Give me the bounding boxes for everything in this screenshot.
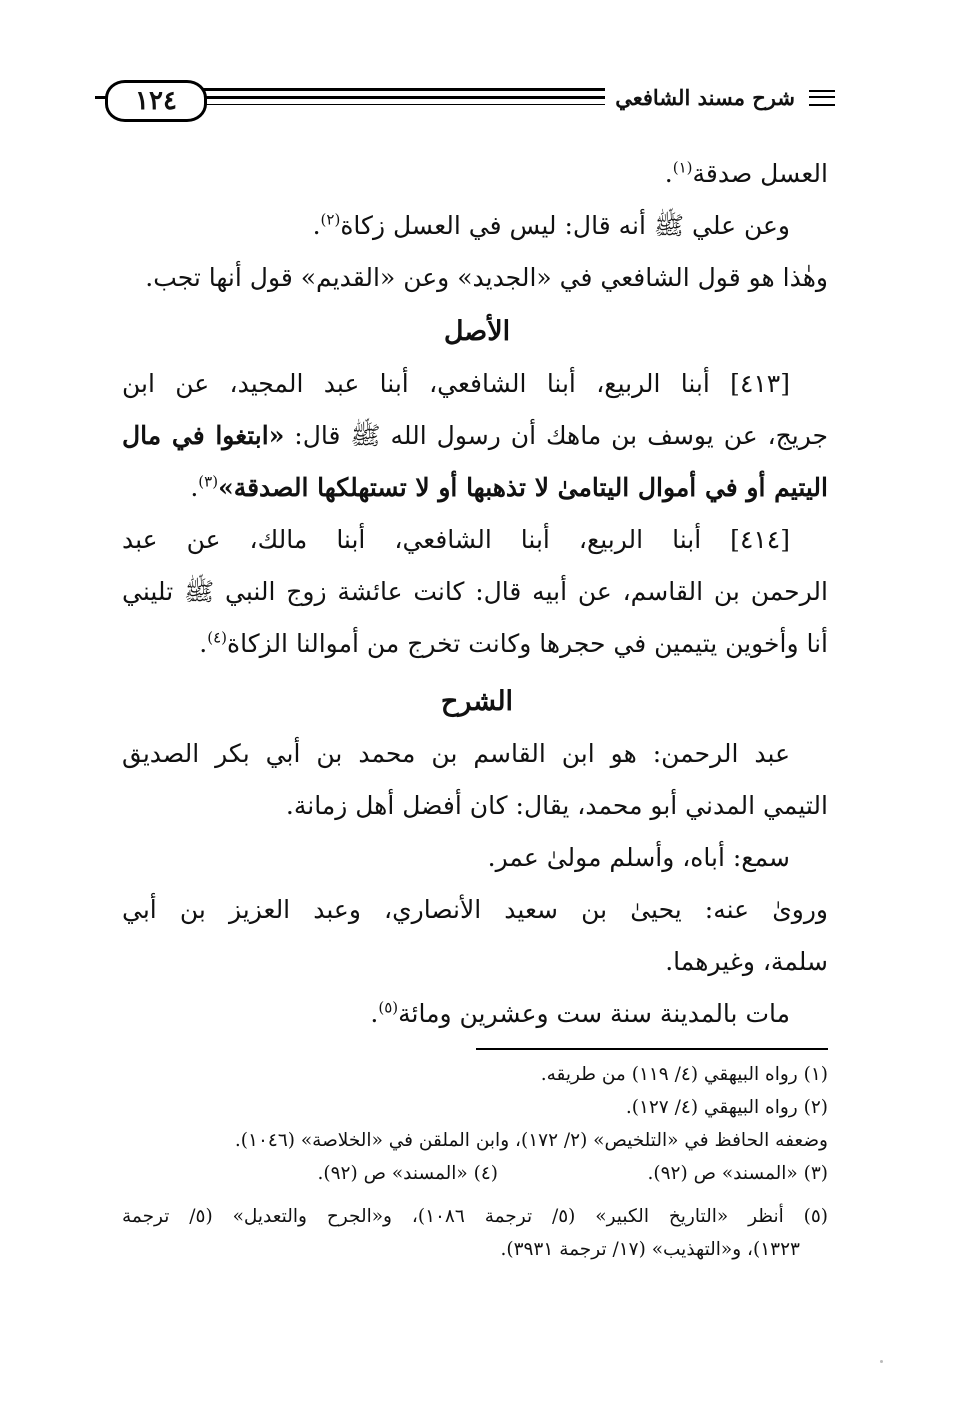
section-heading-sharh: الشرح	[440, 686, 514, 717]
footnote-ref: (٣)	[198, 472, 219, 491]
text-line: سلمة، وغيرهما.	[665, 947, 828, 976]
footnote-ref: (٤)	[207, 628, 228, 647]
footnote-ref: (٥)	[378, 998, 399, 1017]
text-line: عبد الرحمن: هو ابن القاسم بن محمد بن أبي بكر الصديق	[122, 739, 790, 768]
footnote-ref: (١)	[672, 158, 693, 177]
text-line: العسل صدقة$^{(١)}$.	[664, 158, 828, 188]
footnote-1: (١) رواه البيهقي (٤/ ١١٩) من طريقه.	[540, 1064, 828, 1085]
footnote-2: (٢) رواه البيهقي (٤/ ١٢٧).	[625, 1097, 828, 1118]
text-line: مات بالمدينة سنة ست وعشرين ومائة$^{(٥)}$.	[370, 998, 790, 1028]
book-title: شرح مسند الشافعي	[609, 82, 801, 114]
footnote-4: (٤) «المسند» ص (٩٢).	[317, 1163, 498, 1184]
header-rule-top	[195, 88, 605, 91]
page-header	[95, 74, 835, 124]
text-line: وعن علي ﷺ أنه قال: ليس في العسل زكاة$^{(٢)}$.	[312, 210, 790, 240]
footnote-ref: (٢)	[320, 210, 341, 229]
footnote-2-continued: وضعفه الحافظ في «التلخيص» (٢/ ١٧٢)، وابن الملقن في «الخلاصة» (١٠٤٦).	[234, 1130, 828, 1151]
text-line: أنا وأخوين يتيمين في حجرها وكانت تخرج من أموالنا الزكاة$^{(٤)}$.	[199, 628, 828, 658]
text-line: جريج، عن يوسف بن ماهك أن رسول الله ﷺ قال: «ابتغوا في مال	[122, 421, 828, 450]
footnote-3: (٣) «المسند» ص (٩٢).	[647, 1163, 828, 1184]
text-line: التيمي المدني أبو محمد، يقال: كان أفضل أهل زمانة.	[285, 791, 828, 820]
text-line: وروىٰ عنه: يحيىٰ بن سعيد الأنصاري، وعبد العزيز بن أبي	[122, 895, 828, 924]
text-line: الرحمن بن القاسم، عن أبيه قال: كانت عائشة زوج النبي ﷺ تليني	[122, 577, 828, 606]
footnote-5-continued: ١٣٢٣)، و«التهذيب» (١٧/ ترجمة ٣٩٣١).	[500, 1239, 800, 1260]
header-rule-middle	[195, 96, 605, 99]
footnote-3-4	[122, 1157, 828, 1190]
footnote-separator	[476, 1048, 828, 1050]
footnote-5: (٥) أنظر «التاريخ الكبير» (٥/ ترجمة ١٠٨٦)، و«الجرح والتعديل» (٥/ ترجمة	[122, 1206, 828, 1227]
header-rule-bottom	[195, 104, 605, 105]
text-line: سمع: أباه، وأسلم مولىٰ عمر.	[487, 843, 790, 872]
text-line: [٤١٤] أبنا الربيع، أبنا الشافعي، أبنا مالك، عن عبد	[122, 525, 790, 554]
page-number: ١٢٤	[105, 80, 207, 122]
text-line: اليتيم أو في أموال اليتامىٰ لا تذهبها أو لا تستهلكها الصدقة»$^{(٣)}$.	[190, 472, 828, 502]
title-ornament	[809, 90, 835, 106]
text-line: [٤١٣] أبنا الربيع، أبنا الشافعي، أبنا عبد المجيد، عن ابن	[122, 369, 790, 398]
scan-speck	[880, 1360, 883, 1363]
text-line: وهٰذا هو قول الشافعي في «الجديد» وعن «القديم» قول أنها تجب.	[145, 263, 828, 292]
section-heading-asl: الأصل	[443, 316, 511, 347]
